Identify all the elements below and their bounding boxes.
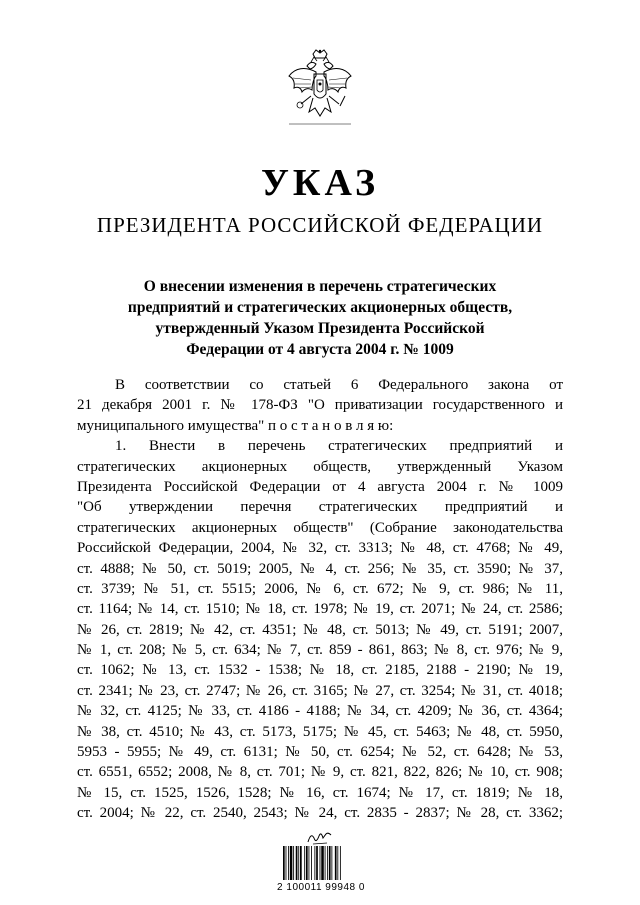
body-line: 5953 - 5955; № 49, ст. 6131; № 50, ст. 6254; № 52, ст. 6428; № 53, [77, 744, 563, 761]
document-type: УКАЗ [261, 162, 379, 204]
initials-mark-icon [305, 830, 335, 846]
title-line: О внесении изменения в перечень стратегических [143, 278, 497, 295]
barcode-icon [282, 846, 362, 880]
body-line: 21 декабря 2001 г. № 178-ФЗ "О приватизации государственного и [77, 397, 563, 414]
document-footer [276, 830, 366, 900]
body-line: ст. 2004; № 22, ст. 2540, 2543; № 24, ст. 2835 - 2837; № 28, ст. 3362; [77, 805, 563, 822]
title-line: предприятий и стратегических акционерных обществ, [127, 299, 513, 316]
body-line: ст. 2341; № 23, ст. 2747; № 26, ст. 3165; № 27, ст. 3254; № 31, ст. 4018; [77, 682, 563, 699]
body-line: В соответствии со статьей 6 Федерального закона от [115, 377, 563, 393]
body-line: № 26, ст. 2819; № 42, ст. 4351; № 48, ст. 5013; № 49, ст. 5191; 2007, [77, 621, 563, 638]
body-line: Российской Федерации, 2004, № 32, ст. 3313; № 48, ст. 4768; № 49, [77, 540, 563, 557]
body-line: № 15, ст. 1525, 1526, 1528; № 16, ст. 1674; № 17, ст. 1819; № 18, [77, 784, 563, 801]
body-line: "Об утверждении перечня стратегических предприятий и [77, 499, 563, 516]
document-issuer: ПРЕЗИДЕНТА РОССИЙСКОЙ ФЕДЕРАЦИИ [96, 213, 544, 237]
body-line: Президента Российской Федерации от 4 августа 2004 г. № 1009 [77, 478, 563, 495]
body-line: стратегических акционерных обществ" (Собрание законодательства [77, 519, 563, 536]
title-line: Федерации от 4 августа 2004 г. № 1009 [186, 341, 454, 358]
body-line: 1. Внести в перечень стратегических предприятий и [115, 438, 563, 455]
barcode-number: 2 100011 99948 0 [277, 882, 365, 893]
title-line: утвержденный Указом Президента Российской [155, 320, 485, 337]
coat-of-arms-icon [285, 48, 355, 140]
body-line: ст. 3739; № 51, ст. 5515; 2006, № 6, ст. 672; № 9, ст. 986; № 11, [77, 580, 563, 597]
body-line: № 32, ст. 4125; № 33, ст. 4186 - 4188; № 34, ст. 4209; № 36, ст. 4364; [77, 703, 563, 720]
body-line: ст. 1062; № 13, ст. 1532 - 1538; № 18, ст. 2185, 2188 - 2190; № 19, [77, 662, 563, 679]
decree-title [100, 276, 540, 360]
body-line: муниципального имущества" п о с т а н о в л я ю: [77, 417, 394, 434]
body-line: ст. 1164; № 14, ст. 1510; № 18, ст. 1978; № 19, ст. 2071; № 24, ст. 2586; [77, 601, 563, 618]
body-line: стратегических акционерных обществ, утвержденный Указом [77, 458, 563, 475]
body-line: ст. 6551, 6552; 2008, № 8, ст. 701; № 9, ст. 821, 822, 826; № 10, ст. 908; [77, 764, 563, 781]
body-line: № 1, ст. 208; № 5, ст. 634; № 7, ст. 859 - 861, 863; № 8, ст. 976; № 9, [77, 642, 563, 659]
body-line: № 38, ст. 4510; № 43, ст. 5173, 5175; № 45, ст. 5463; № 48, ст. 5950, [77, 723, 563, 740]
body-line: ст. 4888; № 50, ст. 5019; 2005, № 4, ст. 256; № 35, ст. 3590; № 37, [77, 560, 563, 577]
decree-body [77, 375, 563, 824]
